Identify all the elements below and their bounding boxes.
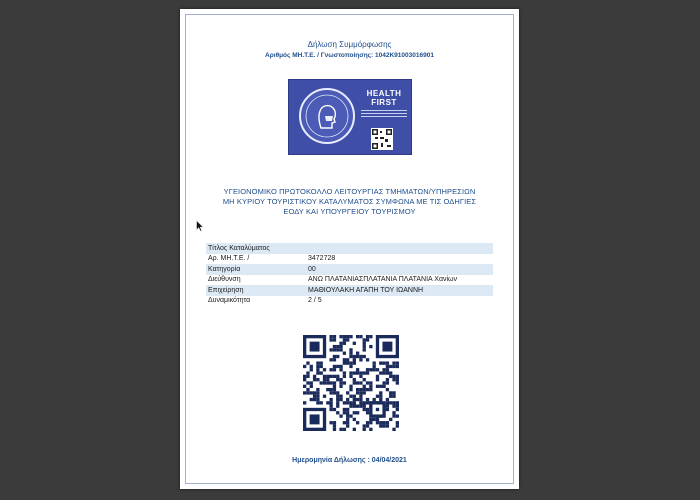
info-value: ΑΝΩ ΠΛΑΤΑΝΙΑΣΠΛΑΤΑΝΙΑ ΠΛΑΤΑΝΙΑ Χανίων [308,276,458,284]
info-label: Επιχείρηση [208,286,244,294]
info-row-mhte [206,254,493,265]
mouse-cursor-icon [196,219,204,231]
banner-qr-icon [371,128,393,150]
info-row-business [206,285,493,296]
info-label: Αρ. ΜΗ.Τ.Ε. / [208,255,250,263]
protocol-line: ΕΟΔΥ ΚΑΙ ΥΠΟΥΡΓΕΙΟΥ ΤΟΥΡΙΣΜΟΥ [283,207,416,216]
verification-qr-code-icon [303,335,399,431]
info-label: Δυναμικότητα [208,297,251,305]
info-value: 2 / 5 [308,297,322,305]
health-badge-icon [299,88,355,144]
info-value: 3472728 [308,255,336,263]
info-row-capacity [206,296,493,307]
info-value: ΜΑΘΙΟΥΛΑΚΗ ΑΓΑΠΗ ΤΟΥ ΙΩΑΝΝΗ [308,286,424,294]
banner-text-lines [361,110,407,124]
document-title: Δήλωση Συμμόρφωσης [307,40,392,49]
info-label: Κατηγορία [208,265,241,273]
protocol-heading [210,187,489,217]
health-first-banner [288,79,412,155]
document-page [180,9,519,489]
document-subtitle: Αριθμός ΜΗ.Τ.Ε. / Γνωστοποίησης: 1042Κ91003016901 [265,52,434,59]
banner-heading: HEALTH FIRST [366,89,402,107]
info-row-address [206,275,493,286]
info-label: Τίτλος Καταλύματος [208,244,270,252]
info-row-title [206,243,493,254]
info-value: 00 [308,265,316,273]
protocol-line: ΥΓΕΙΟΝΟΜΙΚΟ ΠΡΩΤΟΚΟΛΛΟ ΛΕΙΤΟΥΡΓΙΑΣ ΤΜΗΜΑΤΩΝ/ΥΠΗΡΕΣΙΩΝ [223,187,476,196]
property-info-table [206,243,493,306]
declaration-date: Ημερομηνία Δήλωσης : 04/04/2021 [292,457,407,464]
info-row-category [206,264,493,275]
info-label: Διεύθυνση [208,276,241,284]
protocol-line: ΜΗ ΚΥΡΙΟΥ ΤΟΥΡΙΣΤΙΚΟΥ ΚΑΤΑΛΥΜΑΤΟΣ ΣΥΜΦΩΝΑ ΜΕ ΤΙΣ ΟΔΗΓΙΕΣ [222,197,477,206]
